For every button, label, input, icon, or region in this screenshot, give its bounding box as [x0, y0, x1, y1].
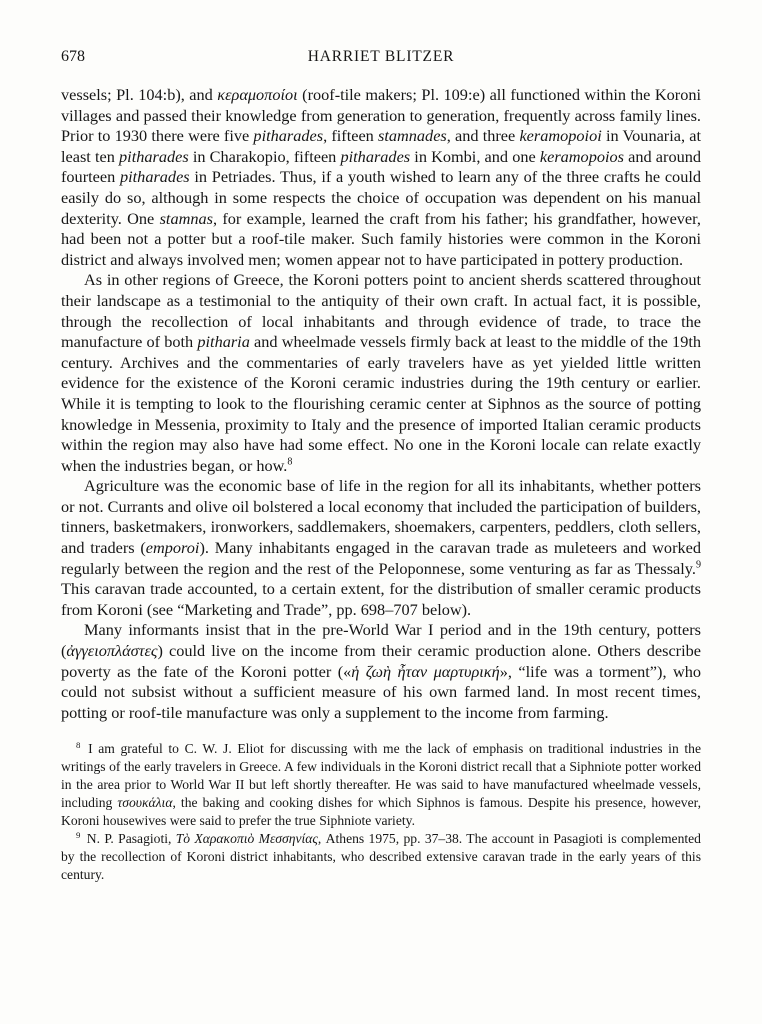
- italic-term: emporoi: [145, 538, 200, 558]
- italic-term: keramopoioi: [519, 126, 602, 146]
- italic-term: ἀγγειοπλάστες: [66, 641, 158, 661]
- text-run: , the baking and cooking dishes for which Siphnos is famous. Despite his presence, however, Koroni housewives were said to prefer the true Siphniote variety.: [61, 795, 701, 829]
- text-run: in Charakopio, fifteen: [188, 146, 341, 166]
- text-run: , for example, learned the craft from his father; his grandfather, however, had been not a potter but a roof-tile maker. Such family histories were common in the Koroni district and always involved men; women appear not to have participated in pottery production.: [61, 208, 701, 269]
- text-run: , fifteen: [323, 126, 379, 146]
- running-head: HARRIET BLITZER: [307, 48, 455, 65]
- text-run: in Petriades. Thus, if a youth wished to learn any of the three crafts he could easily do so, although in some respects the choice of occupation was dependent on his manual dexterity. One: [61, 167, 702, 228]
- text-run: , Athens 1975, pp. 37–38. The account in Pasagioti is complemented by the recollection of Koroni district inhabitants, who described extensive caravan trade in the early years of this century.: [61, 831, 701, 883]
- paragraph: [61, 620, 701, 723]
- text-run: Agriculture was the economic base of life in the region for all its inhabitants, whether potters or not. Currants and olive oil bolstered a local economy that included the participation of builders, tinners, basketmakers, ironworkers, saddlemakers, shoemakers, carpenters, peddlers, cloth sellers, and traders (: [61, 476, 701, 558]
- page-number: 678: [61, 48, 85, 65]
- text-run: N. P. Pasagioti,: [86, 831, 176, 847]
- body-paragraphs: [61, 85, 701, 723]
- italic-term: τσουκάλια: [117, 795, 173, 811]
- italic-term: stamnas: [159, 208, 213, 228]
- italic-term: ἡ ζωὴ ἦταν μαρτυρική: [351, 661, 500, 681]
- footnote: [61, 740, 701, 830]
- page-header: [61, 48, 701, 70]
- text-run: ). Many inhabitants engaged in the caravan trade as muleteers and worked regularly between the region and the rest of the Peloponnese, some venturing as far as Thessaly.: [61, 538, 701, 578]
- italic-term: stamnades: [378, 126, 447, 146]
- italic-term: keramopoios: [539, 146, 624, 166]
- text-run: and around fourteen: [61, 146, 702, 187]
- paragraph: [61, 85, 701, 270]
- text-run: in Vounaria, at least ten: [61, 126, 701, 166]
- italic-term: pitharades: [253, 126, 324, 146]
- footnotes: [61, 740, 701, 884]
- text-run: in Kombi, and one: [410, 146, 540, 166]
- footnote: [61, 830, 701, 884]
- italic-term: pitharades: [340, 146, 411, 166]
- text-run: Many informants insist that in the pre-World War I period and in the 19th century, potters (: [61, 620, 701, 661]
- paragraph: [61, 476, 701, 620]
- text-run: This caravan trade accounted, to a certain extent, for the distribution of smaller ceramic products from Koroni (see “Marketing and Trade”, pp. 698–707 below).: [61, 579, 701, 619]
- text-run: As in other regions of Greece, the Koroni potters point to ancient sherds scattered throughout their landscape as a testimonial to the antiquity of their own craft. In actual fact, it is possible, through the recollection of local inhabitants and through evidence of trade, to trace the manufacture of both: [61, 270, 701, 352]
- italic-term: pitharia: [197, 332, 250, 352]
- text-run: », “life was a torment”), who could not subsist without a sufficient measure of his own farmed land. In most recent times, potting or roof-tile manufacture was only a supplement to the income from farming.: [61, 661, 702, 722]
- italic-term: pitharades: [119, 167, 190, 187]
- text-run: I am grateful to C. W. J. Eliot for discussing with me the lack of emphasis on traditional industries in the writings of the early travelers in Greece. A few individuals in the Koroni district recall that a Siphniote potter worked in the area prior to World War II but left shortly thereafter. He was said to have manufactured wheelmade vessels, including: [61, 741, 701, 811]
- text-run: ) could live on the income from their ceramic production alone. Others describe poverty as the fate of the Koroni potter («: [61, 641, 701, 681]
- text-run: (roof-tile makers; Pl. 109:e) all functioned within the Koroni villages and passed their knowledge from generation to generation, frequently across family lines. Prior to 1930 there were five: [61, 85, 701, 146]
- footnote-marker: 8: [76, 739, 81, 750]
- italic-term: Τὸ Χαρακοπιὸ Μεσσηνίας: [175, 831, 318, 847]
- text-run: vessels; Pl. 104:b), and: [61, 85, 218, 104]
- paragraph: [61, 270, 701, 476]
- text-run: and wheelmade vessels firmly back at least to the middle of the 19th century. Archives and the commentaries of early travelers have as yet yielded little written evidence for the existence of the Koroni ceramic industries during the 19th century or earlier. While it is tempting to look to the flourishing ceramic center at Siphnos as the source of potting knowledge in Messenia, proximity to Italy and the presence of imported Italian ceramic products within the region may also have had some effect. No one in the Koroni locale can relate exactly when the industries began, or how.: [61, 332, 701, 475]
- footnote-ref: 9: [695, 559, 701, 571]
- footnote-marker: 9: [76, 829, 81, 840]
- italic-term: κεραμοποίοι: [217, 85, 298, 104]
- italic-term: pitharades: [119, 146, 189, 166]
- text-run: , and three: [446, 126, 520, 146]
- footnote-ref: 8: [287, 456, 293, 468]
